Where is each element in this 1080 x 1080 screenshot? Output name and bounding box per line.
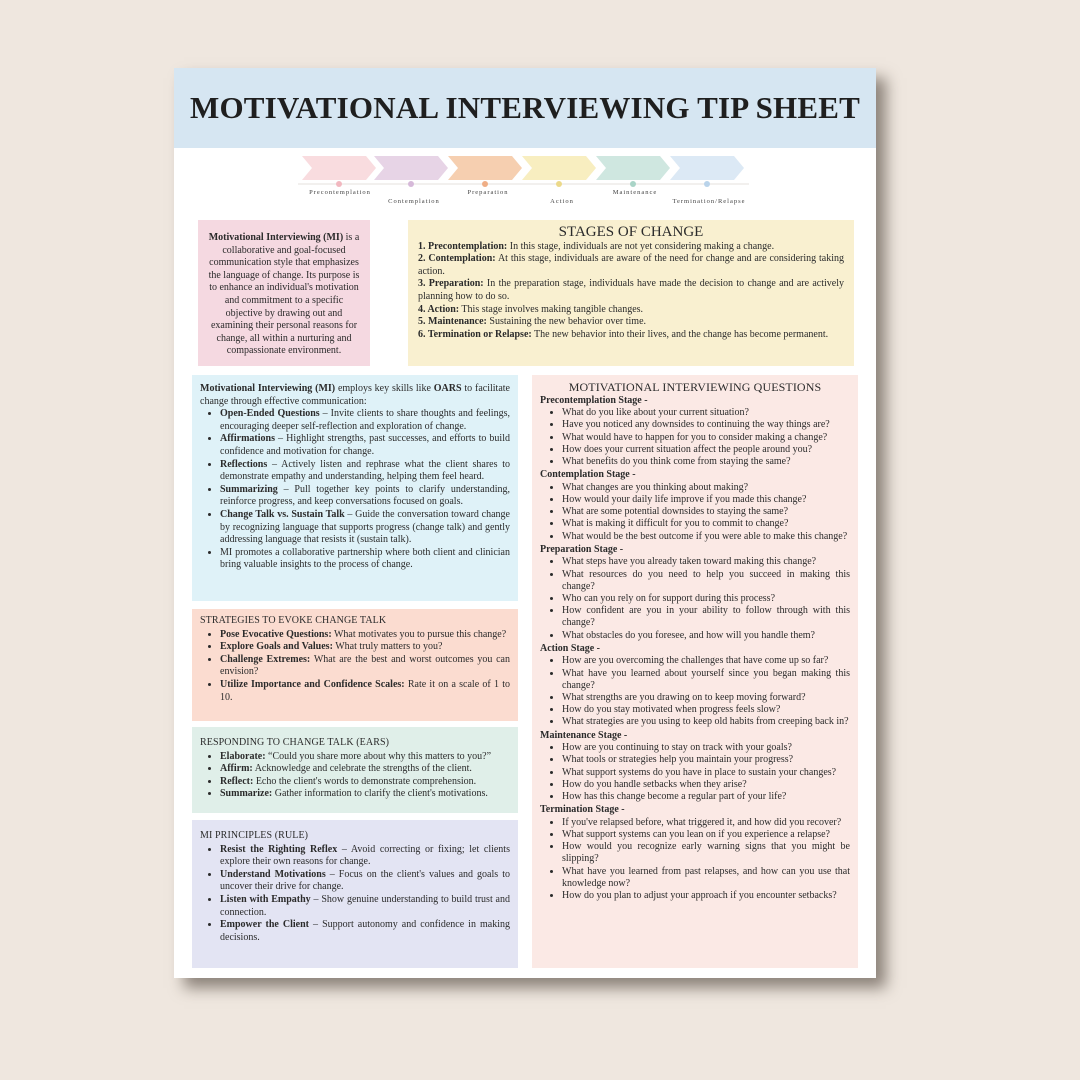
stage-item bbox=[418, 253, 844, 278]
rule-heading: MI PRINCIPLES (RULE) bbox=[200, 830, 309, 841]
item-text: – Invite clients to share thoughts and feelings, encouraging deeper self-reflection and exploration of change. bbox=[220, 408, 510, 432]
list-item bbox=[220, 776, 510, 789]
item-text: – Highlight strengths, past successes, and efforts to build confidence and motivation for change. bbox=[220, 433, 510, 457]
oars-intro-text: to facilitate change through effective communication: bbox=[200, 383, 510, 407]
question-item: • What strategies are you using to keep old habits from creeping back in? bbox=[562, 716, 850, 728]
question-item: • What strengths are you drawing on to keep moving forward? bbox=[562, 692, 850, 704]
list-item bbox=[220, 788, 510, 801]
mi-questions-box bbox=[532, 375, 858, 968]
stages-chevron-graphic bbox=[174, 150, 876, 210]
evoke-change-talk-box bbox=[192, 609, 518, 721]
stage-text: In the preparation stage, individuals have made the decision to change and are actively planning how to do so. bbox=[418, 278, 844, 302]
oars-intro bbox=[200, 383, 510, 408]
label-contemplation: Contemplation bbox=[388, 198, 440, 205]
dot-preparation bbox=[482, 181, 488, 187]
item-text: – Support autonomy and confidence in making decisions. bbox=[220, 919, 510, 943]
stage-label: 4. Action: bbox=[418, 303, 460, 315]
item-text: “Could you share more about why this matters to you?” bbox=[265, 750, 492, 762]
oars-box bbox=[192, 375, 518, 601]
item-text: What are the best and worst outcomes you can envision? bbox=[220, 653, 510, 678]
list-item bbox=[220, 459, 510, 484]
item-text: – Guide the conversation toward change by recognizing language that supports progress (change talk) and gently addressing language that resists it (sustain talk). bbox=[220, 508, 510, 546]
intro-text: is a collaborative and goal-focused communication style that emphasizes the language of change. Its purpose is to enhance an individual's motivation and commitment to a specific objective by drawing out and examining their personal reasons for change, all within a nurturing and compassionate environment. bbox=[208, 232, 360, 357]
dot-termination bbox=[704, 181, 710, 187]
question-item: • How are you overcoming the challenges that have come up so far? bbox=[562, 655, 850, 667]
stage-text: This stage involves making tangible changes. bbox=[459, 303, 644, 315]
item-label: Utilize Importance and Confidence Scales: bbox=[220, 678, 405, 690]
item-label: Explore Goals and Values: bbox=[220, 641, 333, 653]
item-text: – Pull together key points to clarify understanding, reinforce progress, and keep conversations focused on goals. bbox=[220, 483, 510, 508]
chevron-precontemplation bbox=[302, 156, 376, 180]
stage-label: 3. Preparation: bbox=[418, 278, 484, 290]
questions-heading: MOTIVATIONAL INTERVIEWING QUESTIONS bbox=[568, 380, 822, 394]
list-item bbox=[220, 408, 510, 433]
stages-of-change-box bbox=[408, 220, 854, 366]
stage-label: 2. Contemplation: bbox=[418, 253, 496, 265]
item-label: Affirm: bbox=[220, 763, 253, 775]
evoke-heading: STRATEGIES TO EVOKE CHANGE TALK bbox=[200, 615, 387, 626]
item-label: Resist the Righting Reflex bbox=[220, 843, 338, 855]
question-item: • What steps have you already taken toward making this change? bbox=[562, 556, 850, 568]
item-label: Summarizing bbox=[220, 483, 278, 495]
question-item: • How would your daily life improve if you made this change? bbox=[562, 494, 850, 506]
stage-text: Sustaining the new behavior over time. bbox=[486, 316, 647, 328]
ears-list bbox=[200, 751, 510, 801]
page-title: MOTIVATIONAL INTERVIEWING TIP SHEET bbox=[189, 90, 861, 125]
evoke-list bbox=[200, 629, 510, 705]
item-label: Pose Evocative Questions: bbox=[220, 628, 332, 640]
label-maintenance: Maintenance bbox=[612, 189, 658, 196]
question-item: • What have you learned from past relapses, and how can you use that knowledge now? bbox=[562, 866, 850, 890]
question-list bbox=[540, 742, 850, 803]
chevron-termination bbox=[670, 156, 744, 180]
rule-list bbox=[200, 844, 510, 945]
question-list bbox=[540, 556, 850, 641]
question-item: • What are some potential downsides to staying the same? bbox=[562, 506, 850, 518]
item-label: Listen with Empathy bbox=[220, 893, 311, 905]
stage-label: 5. Maintenance: bbox=[418, 316, 487, 328]
item-label: Change Talk vs. Sustain Talk bbox=[220, 508, 345, 520]
question-item: • How has this change become a regular part of your life? bbox=[562, 791, 850, 803]
tip-sheet-page bbox=[174, 68, 876, 978]
question-item: • What is making it difficult for you to commit to change? bbox=[562, 518, 850, 530]
dot-contemplation bbox=[408, 181, 414, 187]
ears-heading: RESPONDING TO CHANGE TALK (EARS) bbox=[200, 737, 390, 748]
stage-text: At this stage, individuals are aware of the need for change and are considering taking action. bbox=[418, 253, 844, 277]
item-label: Reflect: bbox=[220, 775, 254, 787]
question-stage-title: Contemplation Stage - bbox=[540, 469, 636, 481]
question-item: • How would you recognize early warning signs that you might be slipping? bbox=[562, 841, 850, 865]
item-label: Challenge Extremes: bbox=[220, 653, 311, 665]
question-list bbox=[540, 817, 850, 902]
oars-intro-text: employs key skills like bbox=[335, 383, 434, 394]
dot-action bbox=[556, 181, 562, 187]
stage-item bbox=[418, 304, 844, 317]
item-text: – Actively listen and rephrase what the client shares to demonstrate empathy and understanding, helping them feel heard. bbox=[220, 458, 510, 483]
item-text: Acknowledge and celebrate the strengths of the client. bbox=[252, 763, 472, 775]
mi-intro-box bbox=[198, 220, 370, 366]
list-item bbox=[220, 844, 510, 869]
item-label: Open-Ended Questions bbox=[220, 408, 320, 420]
stages-heading: STAGES OF CHANGE bbox=[558, 224, 704, 240]
list-item bbox=[220, 751, 510, 764]
label-preparation: Preparation bbox=[467, 189, 509, 196]
item-label: Summarize: bbox=[220, 788, 273, 800]
question-item: • How do you handle setbacks when they arise? bbox=[562, 779, 850, 791]
question-item: • What benefits do you think come from staying the same? bbox=[562, 456, 850, 468]
item-text: – Avoid correcting or fixing; let clients explore their own reasons for change. bbox=[220, 843, 510, 868]
question-list bbox=[540, 482, 850, 543]
list-item bbox=[220, 869, 510, 894]
question-list bbox=[540, 407, 850, 468]
title-banner bbox=[174, 68, 876, 148]
item-text: What motivates you to pursue this change? bbox=[331, 628, 507, 640]
item-text: – Focus on the client's values and goals to uncover their drive for change. bbox=[220, 868, 510, 893]
label-precontemplation: Precontemplation bbox=[309, 189, 371, 196]
list-item bbox=[220, 654, 510, 679]
label-termination: Termination/Relapse bbox=[672, 198, 746, 205]
chevron-contemplation bbox=[374, 156, 448, 180]
list-item bbox=[220, 433, 510, 458]
stage-item bbox=[418, 278, 844, 303]
stage-item bbox=[418, 329, 844, 342]
stage-item bbox=[418, 316, 844, 329]
question-item: • How does your current situation affect the people around you? bbox=[562, 444, 850, 456]
stage-item bbox=[418, 241, 844, 254]
question-list bbox=[540, 655, 850, 728]
dot-precontemplation bbox=[336, 181, 342, 187]
chevron-preparation bbox=[448, 156, 522, 180]
question-item: • What support systems can you lean on if you experience a relapse? bbox=[562, 829, 850, 841]
question-item: • What changes are you thinking about making? bbox=[562, 482, 850, 494]
ears-box bbox=[192, 727, 518, 813]
list-item bbox=[220, 894, 510, 919]
question-item: • Have you noticed any downsides to continuing the way things are? bbox=[562, 419, 850, 431]
item-text: MI promotes a collaborative partnership where both client and clinician bring valuable insights to the process of change. bbox=[220, 546, 510, 571]
question-item: • How are you continuing to stay on track with your goals? bbox=[562, 742, 850, 754]
question-item: • What do you like about your current situation? bbox=[562, 407, 850, 419]
question-stage-title: Maintenance Stage - bbox=[540, 729, 628, 741]
stage-text: In this stage, individuals are not yet considering making a change. bbox=[507, 240, 775, 252]
item-text: Rate it on a scale of 1 to 10. bbox=[220, 678, 510, 703]
question-item: • What would have to happen for you to consider making a change? bbox=[562, 432, 850, 444]
question-item: • How do you stay motivated when progress feels slow? bbox=[562, 704, 850, 716]
question-stage-title: Termination Stage - bbox=[540, 804, 625, 816]
question-item: • What resources do you need to help you succeed in making this change? bbox=[562, 569, 850, 593]
item-text: – Show genuine understanding to build trust and connection. bbox=[220, 893, 510, 918]
stage-label: 6. Termination or Relapse: bbox=[418, 328, 532, 340]
question-item: • What support systems do you have in place to sustain your changes? bbox=[562, 767, 850, 779]
list-item bbox=[220, 629, 510, 642]
question-item: • How do you plan to adjust your approach if you encounter setbacks? bbox=[562, 890, 850, 902]
rule-principles-box bbox=[192, 820, 518, 968]
question-stage-title: Action Stage - bbox=[540, 642, 600, 654]
question-item: • What would be the best outcome if you were able to make this change? bbox=[562, 531, 850, 543]
item-label: Empower the Client bbox=[220, 919, 309, 931]
stage-text: The new behavior into their lives, and the change has become permanent. bbox=[531, 328, 829, 340]
list-item bbox=[220, 679, 510, 704]
item-label: Affirmations bbox=[220, 433, 275, 445]
question-item: • How confident are you in your ability to follow through with this change? bbox=[562, 605, 850, 629]
list-item bbox=[220, 509, 510, 547]
question-item: • What obstacles do you foresee, and how will you handle them? bbox=[562, 630, 850, 642]
list-item bbox=[220, 763, 510, 776]
question-item: • What have you learned about yourself since you began making this change? bbox=[562, 668, 850, 692]
item-text: Gather information to clarify the client's motivations. bbox=[272, 788, 488, 800]
question-stage-title: Precontemplation Stage - bbox=[540, 394, 648, 406]
list-item bbox=[220, 547, 510, 572]
list-item bbox=[220, 919, 510, 944]
label-action: Action bbox=[550, 198, 574, 205]
question-item: • If you've relapsed before, what triggered it, and how did you recover? bbox=[562, 817, 850, 829]
oars-list bbox=[200, 408, 510, 572]
question-item: • Who can you rely on for support during this process? bbox=[562, 593, 850, 605]
stage-label: 1. Precontemplation: bbox=[418, 240, 508, 252]
chevron-maintenance bbox=[596, 156, 670, 180]
item-label: Understand Motivations bbox=[220, 868, 326, 880]
item-text: What truly matters to you? bbox=[332, 641, 443, 653]
question-stage-title: Preparation Stage - bbox=[540, 543, 624, 555]
dot-maintenance bbox=[630, 181, 636, 187]
oars-intro-bold: Motivational Interviewing (MI) bbox=[200, 383, 336, 394]
intro-bold: Motivational Interviewing (MI) bbox=[208, 232, 344, 243]
list-item bbox=[220, 641, 510, 654]
item-label: Elaborate: bbox=[220, 750, 266, 762]
question-item: • What tools or strategies help you maintain your progress? bbox=[562, 754, 850, 766]
oars-acronym: OARS bbox=[433, 383, 462, 394]
item-label: Reflections bbox=[220, 458, 268, 470]
chevron-action bbox=[522, 156, 596, 180]
list-item bbox=[220, 484, 510, 509]
item-text: Echo the client's words to demonstrate comprehension. bbox=[253, 775, 477, 787]
